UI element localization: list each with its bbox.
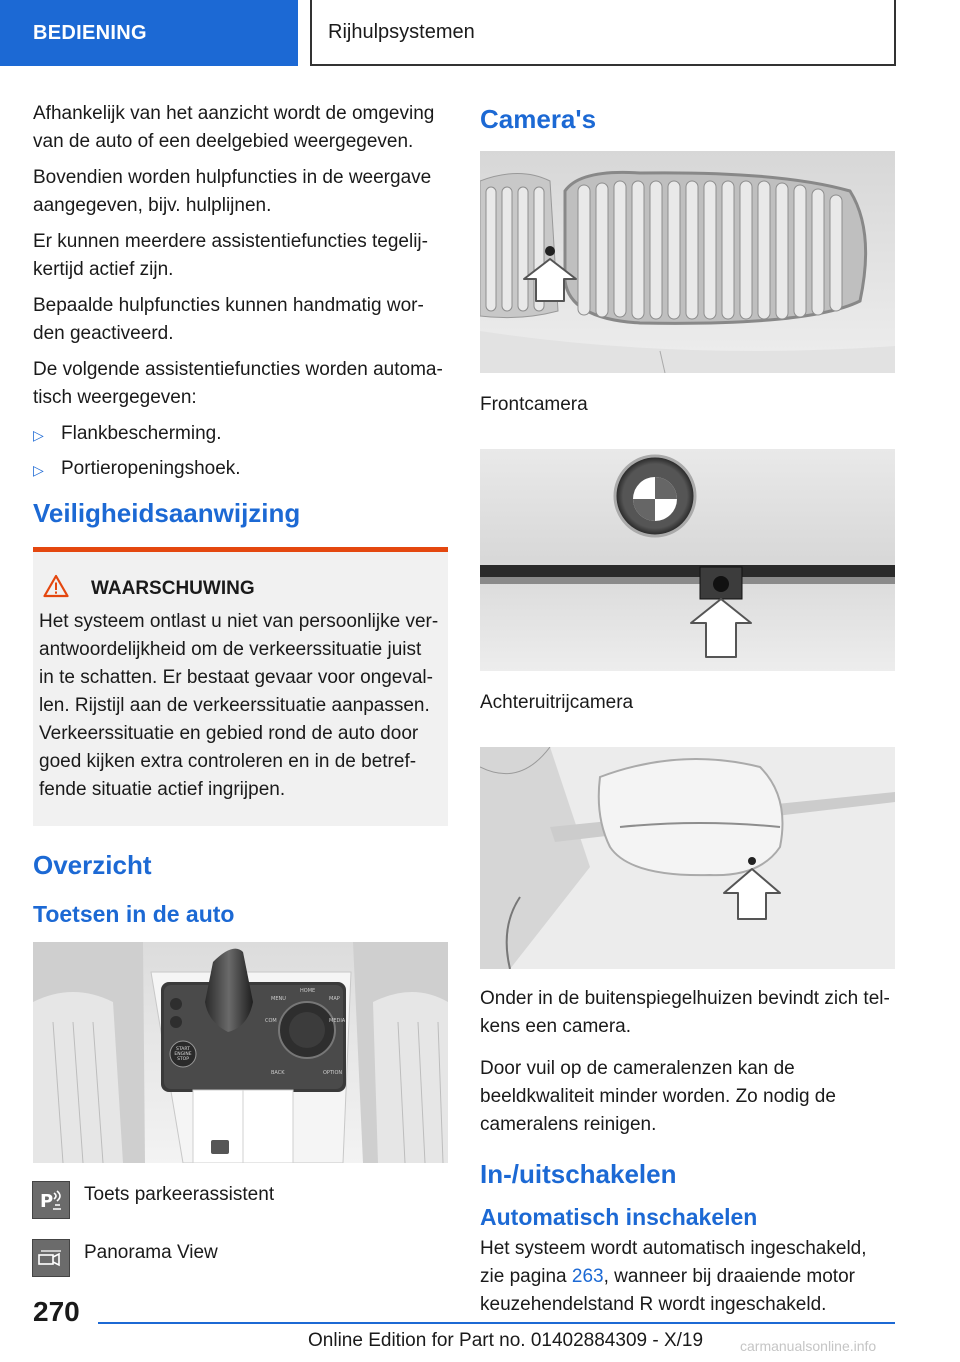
back-button-label: BACK: [271, 1070, 285, 1076]
triangle-bullet-icon: ▷: [33, 462, 44, 478]
edition-text: Online Edition for Part no. 01402884309 - X/19: [308, 1330, 704, 1351]
svg-text:P: P: [40, 1191, 54, 1212]
watermark: carmanualsonline.info: [740, 1338, 877, 1354]
triangle-bullet-icon: ▷: [33, 427, 44, 443]
list-item: [33, 420, 448, 449]
panorama-view-icon: [32, 1239, 70, 1277]
home-button-label: HOME: [300, 988, 316, 994]
paragraph: Bovendien worden hulpfuncties in de weergave aangegeven, bijv. hulplijnen.: [33, 167, 432, 216]
left-column: [33, 100, 448, 1277]
warning-box: [33, 547, 448, 826]
auto-on-heading: Automatisch inschakelen: [480, 1204, 758, 1230]
front-camera-image: [480, 151, 895, 373]
paragraph: Onder in de buitenspiegelhuizen bevindt zich telkens een camera.: [480, 988, 890, 1037]
warning-header: [39, 574, 440, 604]
map-button-label: MAP: [329, 996, 340, 1002]
cameras-heading: Camera's: [480, 104, 597, 134]
overview-heading: Overzicht: [33, 850, 152, 880]
engine-button-label: ENGINE: [174, 1052, 192, 1057]
park-assist-label: Toets parkeerassistent: [84, 1184, 275, 1205]
page-number: 270: [33, 1296, 80, 1327]
section-title: BEDIENING: [33, 21, 147, 44]
warning-title: WAARSCHUWING: [91, 578, 255, 599]
menu-button-label: MENU: [271, 996, 286, 1002]
function-list: [33, 420, 448, 484]
auto-text-part: , wanneer bij draaiende motor keuzehendelstand R wordt ingeschakeld.: [480, 1266, 855, 1315]
footer-divider: [98, 1322, 895, 1324]
right-column: [480, 100, 895, 1327]
warning-text: Het systeem ontlast u niet van persoonlijke verantwoordelijkheid om de verkeerssituatie juist in te schatten. Er bestaat gevaar voor ongevallen. Rijstijl aan de verkeerssituatie aanpassen. Verkeerssituatie en gebied rond de auto door goed kijken extra controleren en in de betreffende situatie actief ingrijpen.: [39, 611, 439, 800]
park-assist-icon: [32, 1181, 70, 1219]
mirror-camera-image: [480, 747, 895, 969]
list-item: [33, 455, 448, 484]
com-button-label: COM: [265, 1018, 277, 1024]
auto-text-part: Het systeem wordt automatisch ingeschakeld, zie pagina: [480, 1238, 867, 1287]
center-console-illustration: [33, 942, 448, 1163]
auto-on-text: [480, 1235, 895, 1319]
paragraph: Afhankelijk van het aanzicht wordt de omgeving van de auto of een deelgebied weergegeven.: [33, 103, 435, 152]
warning-triangle-icon: [43, 574, 91, 604]
paragraph: De volgende assistentiefuncties worden automatisch weergegeven:: [33, 359, 443, 408]
front-camera-caption: Frontcamera: [480, 394, 588, 415]
stop-button-label: STOP: [177, 1057, 189, 1062]
list-item-label: Portieropeningshoek.: [61, 458, 241, 479]
panorama-view-label: Panorama View: [84, 1242, 218, 1263]
rear-camera-image: [480, 449, 895, 671]
start-button-label: START: [176, 1047, 190, 1052]
chapter-tab: [310, 0, 896, 66]
paragraph: Bepaalde hulpfuncties kunnen handmatig worden geactiveerd.: [33, 295, 424, 344]
section-tab: [0, 0, 298, 66]
option-button-label: OPTION: [323, 1070, 343, 1076]
park-assist-row: [33, 1181, 448, 1219]
switch-heading: In-/uitschakelen: [480, 1159, 677, 1189]
paragraph: Er kunnen meerdere assistentiefuncties tegelijkertijd actief zijn.: [33, 231, 428, 280]
list-item-label: Flankbescherming.: [61, 423, 222, 444]
mirror-camera-illustration: [480, 747, 895, 969]
panorama-view-row: [33, 1239, 448, 1277]
rear-camera-illustration: [480, 449, 895, 671]
front-camera-illustration: [480, 151, 895, 373]
chapter-title: Rijhulpsystemen: [328, 20, 475, 43]
safety-heading: Veiligheidsaanwijzing: [33, 498, 301, 528]
paragraph: Door vuil op de cameralenzen kan de beeldkwaliteit minder worden. Zo nodig de cameralens reinigen.: [480, 1058, 836, 1135]
media-button-label: MEDIA: [329, 1018, 346, 1024]
rear-camera-caption: Achteruitrijcamera: [480, 692, 634, 713]
page-link[interactable]: 263: [571, 1266, 604, 1287]
buttons-heading: Toetsen in de auto: [33, 901, 235, 927]
center-console-image: [33, 942, 448, 1163]
